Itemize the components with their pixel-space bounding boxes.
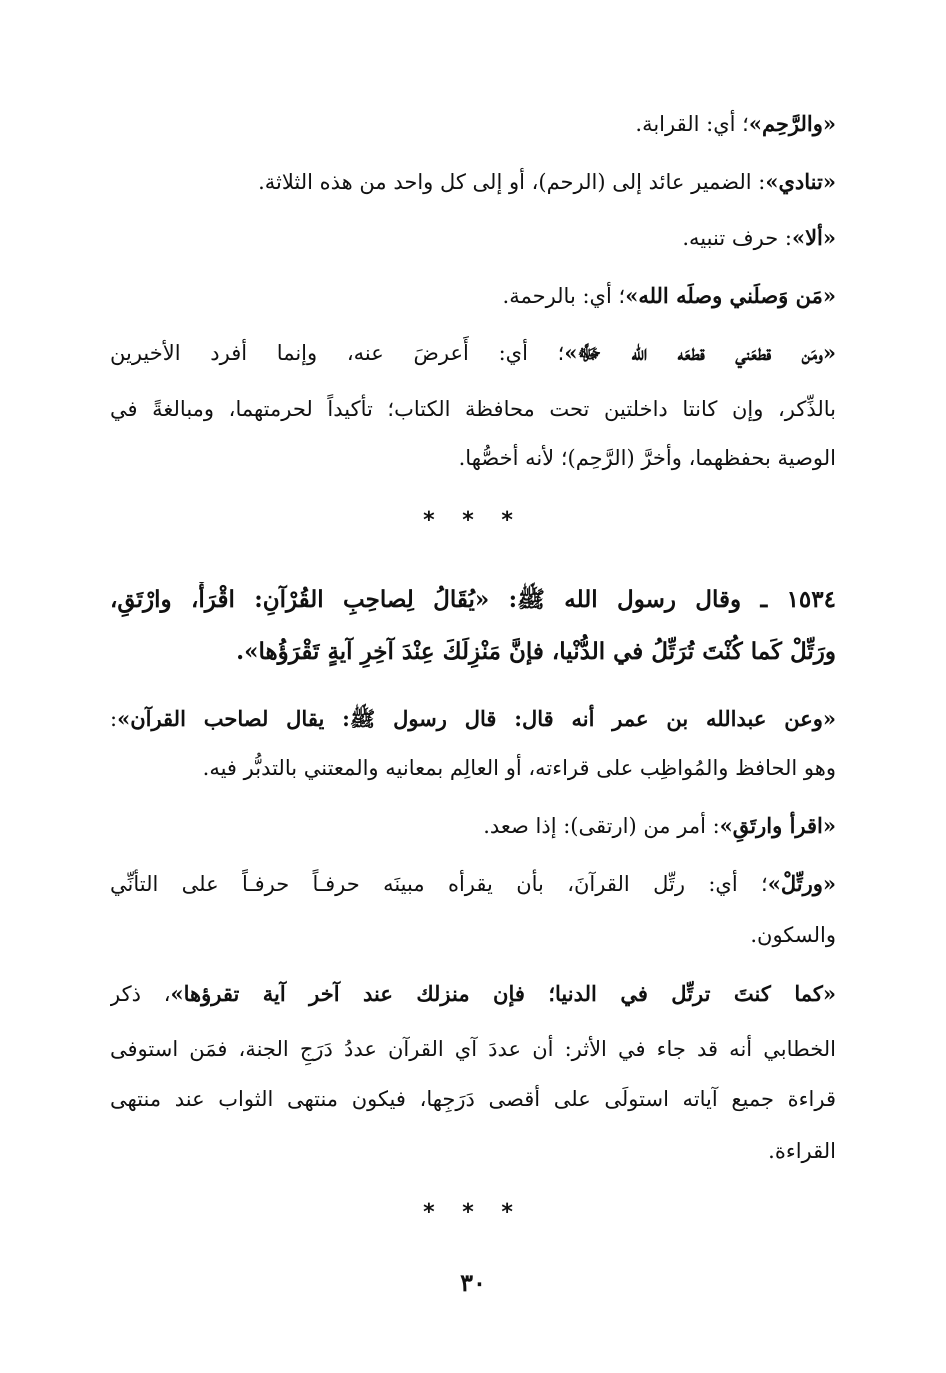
paragraph-line: الوصية بحفظهما، وأخرَّ (الرَّحِم)؛ لأنه أخصُّها. — [458, 446, 836, 470]
term-explanation: : الضمير عائد إلى (الرحم)، أو إلى كل واحد من هذه الثلاثة. — [258, 170, 766, 194]
commentary-line-iqra — [110, 808, 836, 844]
term-bold: «اقرأ وارتَقِ» — [719, 813, 836, 838]
term-explanation: : — [110, 707, 118, 731]
term-bold: «مَن وَصلَني وصلَه الله» — [625, 283, 836, 308]
commentary-line-ibn-umar — [110, 701, 836, 737]
commentary-line-rahim — [110, 106, 836, 142]
term-bold: «كما كنتَ ترتِّل في الدنيا؛ فإن منزلك عند آخر آية تقرؤها» — [170, 981, 836, 1006]
term-explanation: ؛ أي: بالرحمة. — [502, 284, 626, 308]
paragraph-line: والسكون. — [750, 923, 836, 947]
commentary-line-ala — [110, 220, 836, 256]
commentary-line-tunadi — [110, 164, 836, 200]
term-explanation: : حرف تنبيه. — [682, 226, 792, 250]
term-bold: «ورتِّلْ» — [767, 871, 836, 896]
term-bold: «تنادي» — [765, 169, 836, 194]
paragraph-line: بالذِّكر، وإن كانتا داخلتين تحت محافظة الكتاب؛ تأكيداً لحرمتهما، ومبالغةً في — [110, 397, 836, 421]
term-explanation: ؛ أي: رتِّل القرآنَ، بأن يقرأه مبينَه حرفـاً حرفـاً على التأنِّي — [110, 872, 768, 896]
term-explanation: ؛ أي: أَعرضَ عنه، وإنما أفرد الأخيرين — [110, 341, 565, 365]
hadith-line: ورَتِّلْ كَما كُنْتَ تُرَتِّلُ في الدُّنْيا، فإنَّ مَنْزِلَكَ عِنْدَ آخِرِ آيةٍ تَقْرَؤُها». — [236, 638, 836, 665]
term-bold: «والرَّحِم» — [748, 111, 836, 136]
term-bold: «ألا» — [791, 225, 836, 250]
page-number: ٣٠ — [460, 1268, 486, 1297]
term-bold: «وعن عبدالله بن عمر أنه قال: قال رسول ﷺ: يقال لصاحب القرآن» — [117, 706, 836, 731]
commentary-line-rattil — [110, 866, 836, 902]
commentary-line-qataani — [110, 335, 836, 371]
hadith-line: ١٥٣٤ ـ وقال رسول الله ﷺ: «يُقَالُ لِصاحِبِ القُرْآنِ: اقْرَأْ، وارْتَقِ، — [110, 586, 836, 613]
term-explanation: ؛ أي: القرابة. — [635, 112, 749, 136]
paragraph-line: الخطابي أنه قد جاء في الأثر: أن عددَ آي القرآن عددُ دَرَجِ الجنة، فمَن استوفى — [110, 1037, 836, 1061]
term-explanation: : أمر من (ارتقى): إذا صعد. — [483, 814, 720, 838]
commentary-line-wasalani — [110, 278, 836, 314]
term-bold: «ومَن قطعَني قطعَه الله ﷻ» — [564, 340, 836, 365]
section-separator: * * * — [423, 508, 523, 533]
commentary-line-kama-kunta — [110, 976, 836, 1012]
section-separator: * * * — [423, 1200, 523, 1225]
term-explanation: ، ذكر — [110, 982, 171, 1006]
paragraph-line: القراءة. — [768, 1139, 836, 1163]
paragraph-line: قراءة جميع آياته استولَى على أقصى دَرَجِها، فيكون منتهى الثواب عند منتهى — [110, 1087, 836, 1111]
paragraph-line: وهو الحافظ والمُواظِب على قراءته، أو العالِم بمعانيه والمعتني بالتدبُّر فيه. — [202, 756, 836, 780]
